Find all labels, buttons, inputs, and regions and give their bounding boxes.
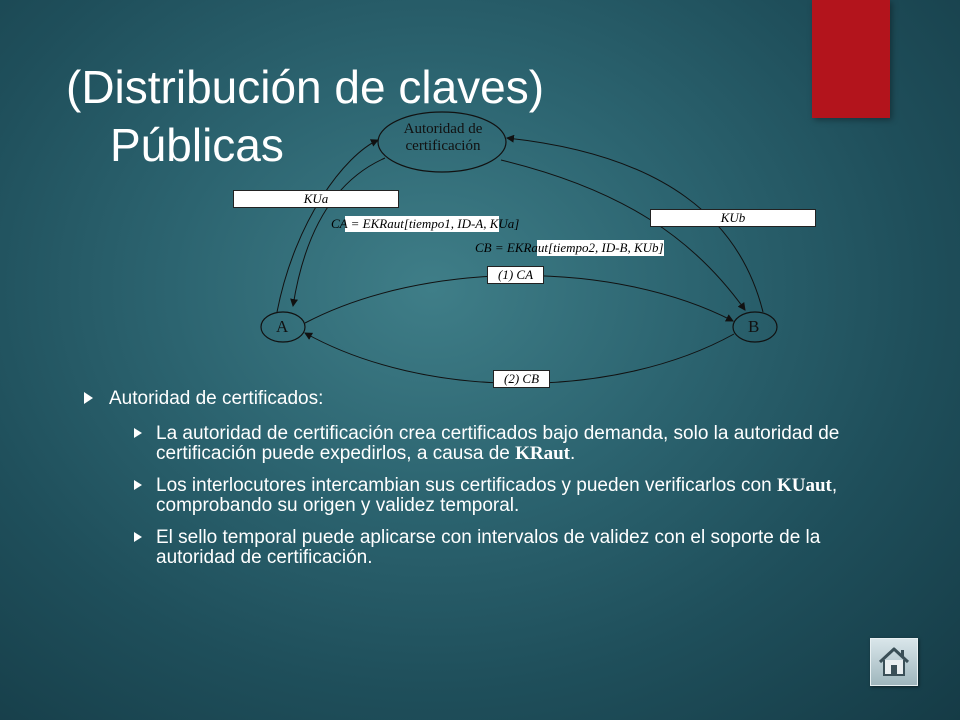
bullet-arrow-icon — [134, 428, 142, 438]
title-line-2: Públicas — [110, 119, 284, 171]
list-item-text-part: , comprobando su origen y validez temporal. — [156, 475, 838, 516]
message-1-box: (1) CA — [487, 266, 544, 284]
node-b-label: B — [748, 317, 760, 336]
arc-authority-to-a — [293, 158, 385, 306]
bullet-arrow-icon — [134, 480, 142, 490]
bullet-heading-text: Autoridad de certificados: — [109, 388, 324, 409]
list-item — [134, 424, 854, 464]
authority-label — [395, 121, 491, 155]
bullet-arrow-icon — [84, 392, 93, 404]
list-item-text — [156, 476, 854, 516]
authority-label-line-1: Autoridad de — [403, 121, 483, 137]
node-a-label: A — [276, 317, 289, 336]
key-kua-box: KUa — [233, 190, 399, 208]
home-icon — [871, 639, 917, 685]
authority-label-line-2: certificación — [405, 138, 481, 154]
key-name: KRaut — [515, 443, 571, 464]
list-item-text-part: . — [570, 443, 576, 464]
title-line-1: (Distribución de claves) — [66, 61, 545, 113]
certificate-distribution-diagram — [225, 110, 825, 390]
certificate-ca-text: CA = EKRaut[tiempo1, ID-A, KUa] — [331, 216, 520, 231]
key-name: KUaut — [776, 475, 832, 496]
list-item-text-part: Los interlocutores intercambian sus certificados y pueden verificarlos con — [156, 475, 777, 496]
bullet-list — [84, 388, 854, 580]
list-item-text — [156, 424, 854, 464]
message-2-box: (2) CB — [493, 370, 550, 388]
list-item-text-part: La autoridad de certificación crea certificados bajo demanda, solo la autoridad de certificación puede expedirlos, a causa de — [156, 423, 840, 464]
list-item — [134, 476, 854, 516]
bullet-heading — [84, 388, 854, 410]
certificate-cb-text: CB = EKRaut[tiempo2, ID-B, KUb] — [475, 240, 664, 255]
bullet-arrow-icon — [134, 532, 142, 542]
accent-bar — [812, 0, 890, 118]
list-item — [134, 528, 854, 568]
home-button[interactable] — [870, 638, 918, 686]
arc-authority-to-b — [501, 160, 745, 310]
key-kub-box: KUb — [650, 209, 816, 227]
list-item-text-part: El sello temporal puede aplicarse con intervalos de validez con el soporte de la autoridad de certificación. — [156, 527, 821, 568]
list-item-text — [156, 528, 854, 568]
